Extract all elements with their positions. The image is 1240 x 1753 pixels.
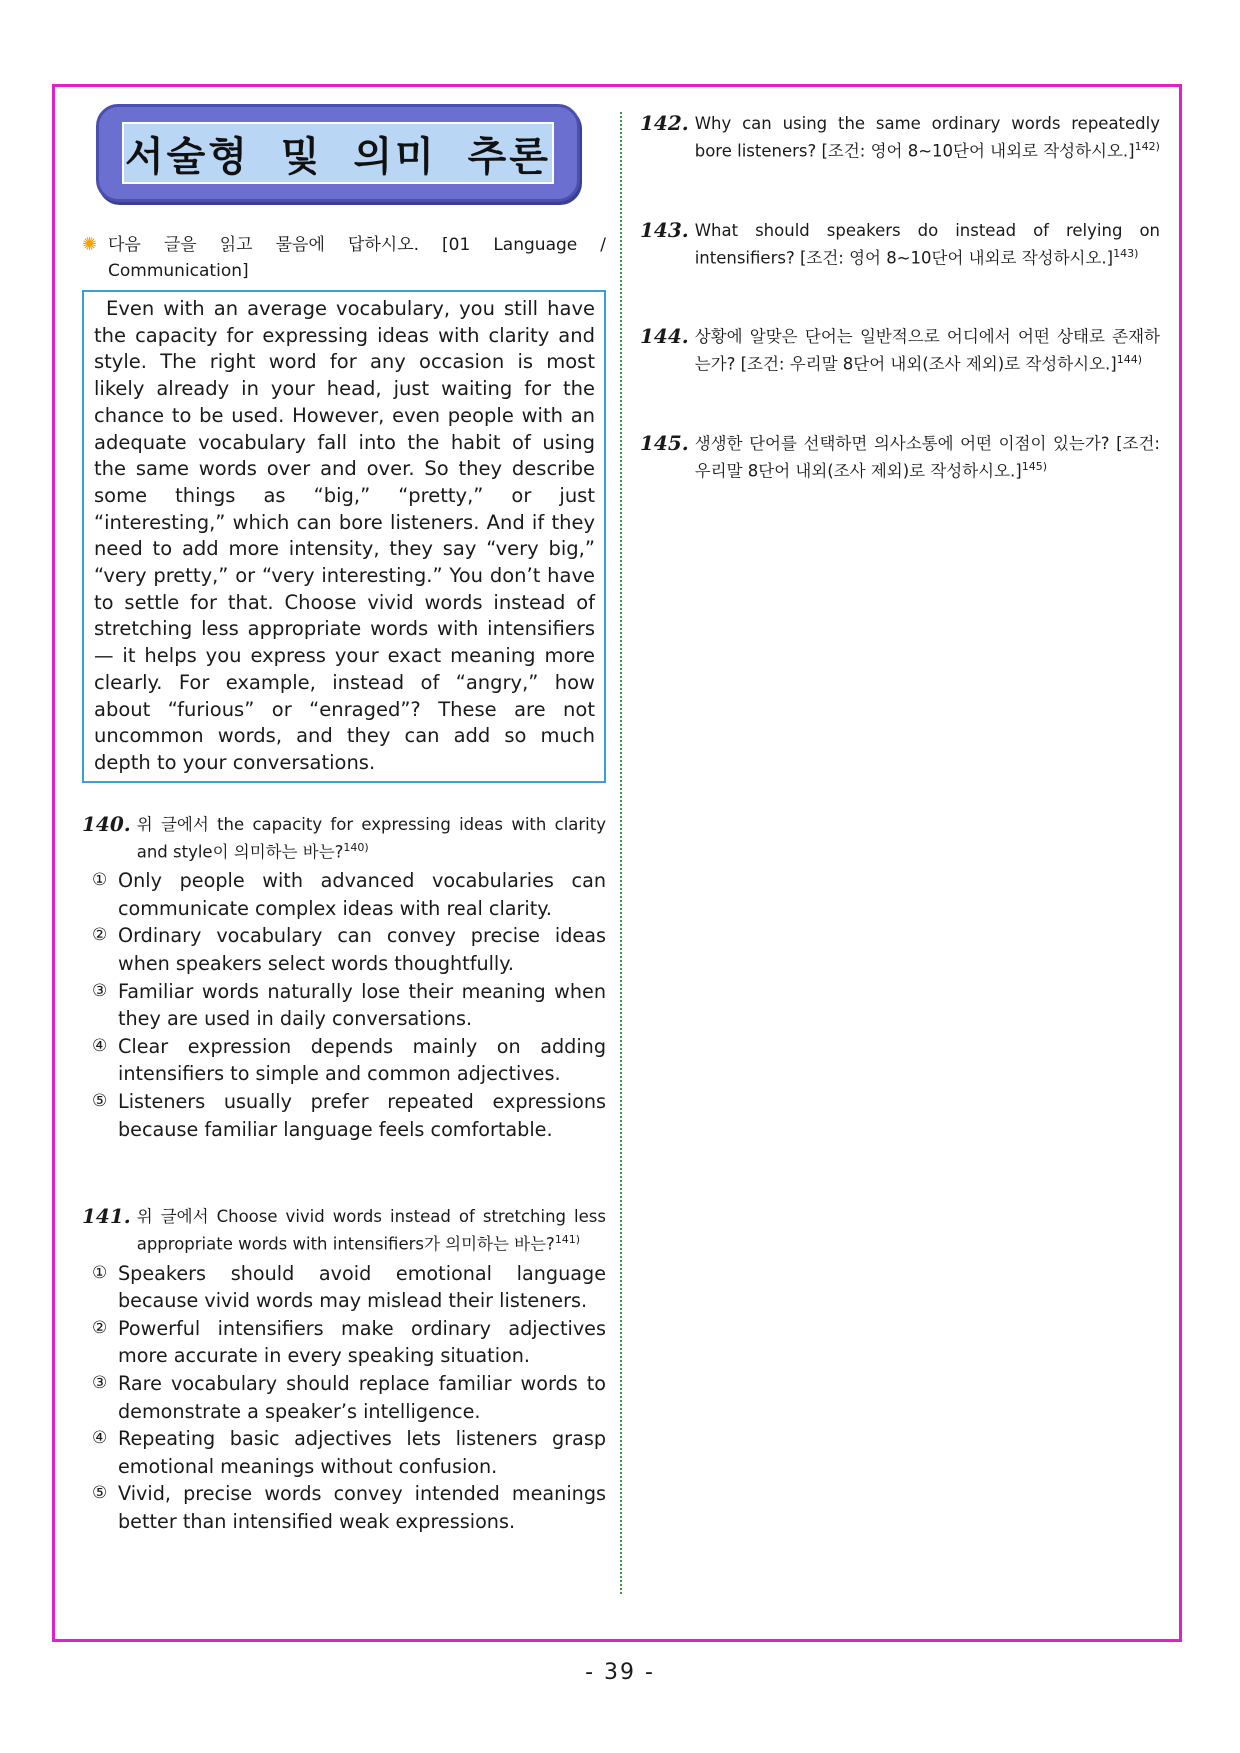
question-number: 142. [640, 111, 689, 135]
title-banner [96, 104, 580, 202]
question-text: 생생한 단어를 선택하면 의사소통에 어떤 이점이 있는가? [조건: 우리말 8단어 내외(조사 제외)로 작성하시오.]$^{145)}$ [694, 433, 1160, 480]
option-text: Rare vocabulary should replace familiar words to demonstrate a speaker’s intelligence. [118, 1371, 606, 1423]
question-header [82, 813, 606, 864]
option-marker: ① [92, 870, 108, 891]
option-text: Clear expression depends mainly on adding intensifiers to simple and common adjectives. [118, 1034, 606, 1086]
option-text: Speakers should avoid emotional language because vivid words may mislead their listeners. [118, 1261, 606, 1313]
option-3[interactable] [92, 1370, 606, 1425]
question-140 [82, 813, 606, 1143]
question-number: 141. [82, 1204, 131, 1229]
option-marker: ③ [92, 1372, 108, 1393]
instruction [82, 232, 606, 284]
question-header [640, 325, 1160, 376]
question-144 [640, 325, 1160, 376]
option-marker: ① [92, 1262, 108, 1283]
question-text: 위 글에서 Choose vivid words instead of stretching less appropriate words with intensifiers가 의미하는 바는?$^{141)}$ [136, 1207, 606, 1254]
option-4[interactable] [92, 1033, 606, 1088]
option-marker: ⑤ [92, 1483, 108, 1504]
question-number: 143. [640, 217, 689, 242]
question-number: 140. [82, 811, 131, 836]
option-3[interactable] [92, 978, 606, 1033]
option-text: Ordinary vocabulary can convey precise ideas when speakers select words thoughtfully. [118, 924, 606, 975]
option-text: Listeners usually prefer repeated expressions because familiar language feels comfortable. [118, 1089, 606, 1141]
option-marker: ④ [92, 1428, 108, 1449]
option-2[interactable] [92, 922, 606, 977]
left-column [82, 104, 606, 1536]
footnote-mark: 144) [1116, 353, 1143, 366]
title-banner-inner [122, 122, 554, 184]
footnote-mark: 142) [1134, 140, 1160, 153]
option-5[interactable] [92, 1480, 606, 1535]
question-142 [640, 112, 1160, 163]
footnote-mark: 145) [1021, 459, 1048, 473]
options-list [82, 1260, 606, 1536]
footnote-mark: 143) [1113, 246, 1139, 260]
option-text: Vivid, precise words convey intended meanings better than intensified weak expressions. [118, 1482, 606, 1533]
options-list [82, 867, 606, 1143]
option-5[interactable] [92, 1088, 606, 1143]
question-text: Why can using the same ordinary words repeatedly bore listeners? [조건: 영어 8~10단어 내외로 작성하시오.]$^{142)}$ [694, 114, 1160, 161]
question-145 [640, 432, 1160, 483]
footnote-mark: 141) [554, 1233, 581, 1247]
question-text: 상황에 알맞은 단어는 일반적으로 어디에서 어떤 상태로 존재하는가? [조건: 우리말 8단어 내외(조사 제외)로 작성하시오.]$^{144)}$ [694, 327, 1160, 374]
question-143 [640, 219, 1160, 270]
question-header [640, 112, 1160, 163]
passage: Even with an average vocabulary, you still have the capacity for expressing ideas with clarity and style. The right word for any occasion is most likely already in your head, just waiting for the chance to be used. However, even people with an adequate vocabulary fall into the habit of using the same words over and over. So they describe some things as “big,” “pretty,” or just “interesting,” which can bore listeners. And if they need to add more intensity, they say “very big,” “very pretty,” or “very interesting.” You don’t have to settle for that. Choose vivid words instead of stretching less appropriate words with intensifiers — it helps you express your exact meaning more clearly. For example, instead of “angry,” how about “furious” or “enraged”? These are not uncommon words, and they can add so much depth to your conversations. [82, 290, 606, 783]
question-text: What should speakers do instead of relying on intensifiers? [조건: 영어 8~10단어 내외로 작성하시오.]$^{143)}$ [694, 220, 1160, 267]
option-marker: ③ [92, 980, 108, 1001]
footnote-mark: 140) [343, 840, 369, 854]
option-1[interactable] [92, 1260, 606, 1315]
question-text: 위 글에서 the capacity for expressing ideas with clarity and style이 의미하는 바는?$^{140)}$ [136, 814, 606, 862]
option-marker: ② [92, 925, 108, 946]
option-4[interactable] [92, 1425, 606, 1480]
sun-flower-icon: ✺ [82, 234, 98, 255]
question-header [82, 1205, 606, 1256]
column-divider [620, 112, 622, 1594]
question-header [640, 219, 1160, 270]
option-text: Powerful intensifiers make ordinary adjectives more accurate in every speaking situation. [118, 1316, 606, 1368]
option-text: Only people with advanced vocabularies can communicate complex ideas with real clarity. [118, 869, 606, 920]
page-number: - 39 - [585, 1660, 655, 1685]
option-2[interactable] [92, 1315, 606, 1370]
right-column [640, 112, 1160, 538]
question-header [640, 432, 1160, 483]
option-1[interactable] [92, 867, 606, 922]
option-marker: ⑤ [92, 1090, 108, 1111]
instruction-text: 다음 글을 읽고 물음에 답하시오. [01 Language / Communication] [108, 235, 606, 281]
option-marker: ② [92, 1317, 108, 1338]
option-text: Familiar words naturally lose their meaning when they are used in daily conversations. [118, 979, 606, 1031]
question-141 [82, 1205, 606, 1535]
question-number: 145. [640, 430, 689, 455]
page-title: 서술형 및 의미 추론 [125, 133, 551, 180]
option-text: Repeating basic adjectives lets listeners grasp emotional meanings without confusion. [118, 1427, 606, 1478]
option-marker: ④ [92, 1035, 108, 1056]
question-number: 144. [640, 324, 689, 348]
